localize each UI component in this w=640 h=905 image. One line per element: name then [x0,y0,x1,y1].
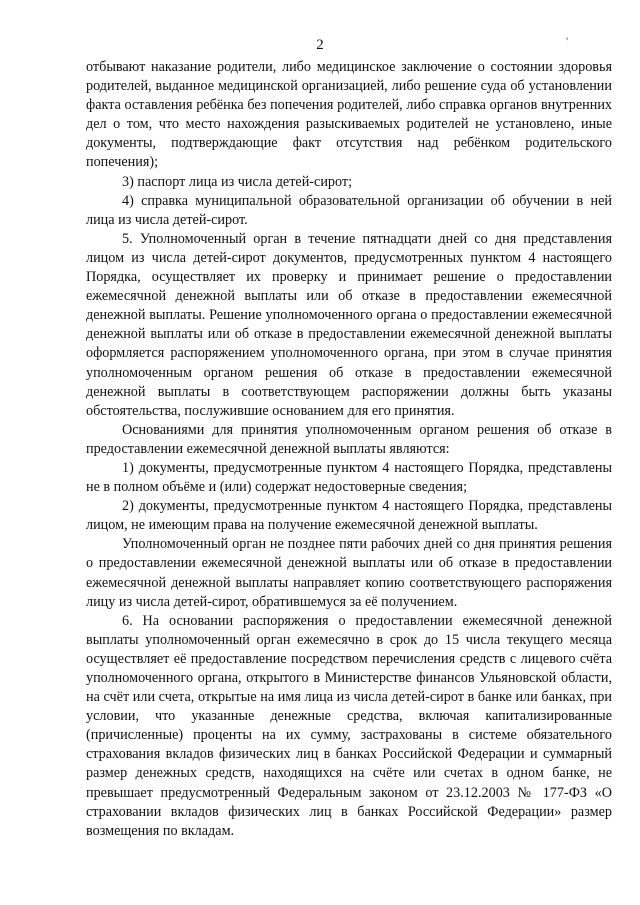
paragraph-section-5: 5. Уполномоченный орган в течение пятнадцати дней со дня представления лицом из числа детей-сирот документов, предусмотренных пунктом 4 настоящего Порядка, осуществляет их проверку и принимает решение о предоставлении ежемесячной денежной выплаты или об отказе в предоставлении ежемесячной денежной выплаты. Решение уполномоченного органа о предоставлении ежемесячной денежной выплаты или об отказе в предоставлении ежемесячной денежной выплаты оформляется распоряжением уполномоченного органа, при этом в случае принятия уполномоченным органом решения об отказе в предоставлении ежемесячной денежной выплаты в соответствующем распоряжении должны быть указаны обстоятельства, послужившие основанием для его принятия. [86,230,612,419]
paragraph-item-3: 3) паспорт лица из числа детей-сирот; [122,173,353,190]
paragraph-item-4: 4) справка муниципальной образовательной организации об обучении в ней лица из числа детей-сирот. [86,192,612,228]
paragraph-ground-1: 1) документы, предусмотренные пунктом 4 настоящего Порядка, представлены не в полном объёме и (или) содержат недостоверные сведения; [86,459,612,496]
corner-mark: ' [566,34,569,48]
page-number: 2 [316,37,324,53]
paragraph-ground-2: 2) документы, предусмотренные пунктом 4 настоящего Порядка, представлены лицом, не имеющим права на получение ежемесячной денежной выплаты. [86,498,612,534]
paragraph-section-6: 6. На основании распоряжения о предоставлении ежемесячной денежной выплаты уполномоченный орган ежемесячно в срок до 15 числа текущего месяца осуществляет её предоставление посредством перечисления средств с лицевого счёта уполномоченного органа, открытого в Министерстве финансов Ульяновской области, на счёт или счета, открытые на имя лица из числа детей-сирот в банке или банках, при условии, что указанные денежные средства, включая капитализированные (причисленные) проценты на их сумму, застрахованы в системе обязательного страхования вкладов физических лиц в банках Российской Федерации и суммарный размер денежных средств, находящихся на счёте или счетах в одном банке, не превышает предусмотренный Федеральным законом от 23.12.2003 № 177-ФЗ «О страховании вкладов физических лиц в банках Российской Федерации» размер возмещения по вкладам. [86,612,612,839]
paragraph-notification: Уполномоченный орган не позднее пяти рабочих дней со дня принятия решения о предоставлении ежемесячной денежной выплаты или об отказе в предоставлении ежемесячной денежной выплаты направляет копию соответствующего распоряжения лицу из числа детей-сирот, обратившемуся за её получением. [86,536,612,610]
paragraph-refusal-grounds: Основаниями для принятия уполномоченным органом решения об отказе в предоставлении ежемесячной денежной выплаты являются: [86,421,612,457]
document-body [86,58,612,841]
paragraph-continuation: отбывают наказание родители, либо медицинское заключение о состоянии здоровья родителей, выданное медицинской организацией, либо решение суда об установлении факта оставления ребёнка без попечения родителей, либо справка органов внутренних дел о том, что место нахождения разыскиваемых родителей не установлено, иные документы, подтверждающие факт отсутствия над ребёнком родительского попечения); [86,59,612,171]
